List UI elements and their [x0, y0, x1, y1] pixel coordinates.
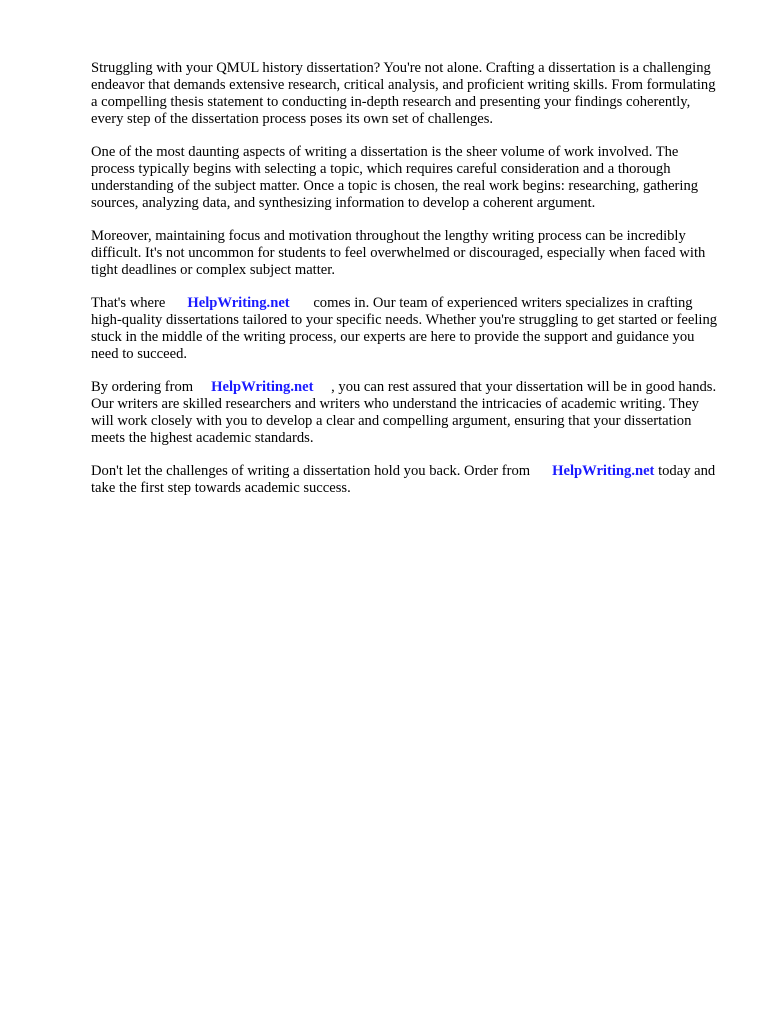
paragraph-by-ordering-rest: , you can rest assured that your dissertation will be in good hands. Our writers are skilled researchers and writers who understand the intricacies of academic writing. They will work closely with you to develop a clear and compelling argument, ensuring that your dissertation meets the highest academic standards.	[91, 379, 717, 446]
paragraph-focus-motivation: Moreover, maintaining focus and motivation throughout the lengthy writing process can be incredibly difficult. It's not uncommon for students to feel overwhelmed or discouraged, especially when faced with tight deadlines or complex subject matter.	[91, 228, 706, 278]
helpwriting-link-2[interactable]: HelpWriting.net	[211, 379, 314, 395]
paragraph-dont-let-rest: today and take the first step towards academic success.	[91, 463, 716, 496]
paragraph-intro: Struggling with your QMUL history dissertation? You're not alone. Crafting a dissertation is a challenging endeavor that demands extensive research, critical analysis, and proficient writing skills. From formulating a compelling thesis statement to conducting in-depth research and presenting your findings coherently, every step of the dissertation process poses its own set of challenges.	[91, 60, 716, 127]
paragraph-dont-let	[91, 463, 721, 497]
helpwriting-link-3[interactable]: HelpWriting.net	[552, 463, 655, 479]
paragraph-by-ordering	[91, 379, 721, 447]
paragraph-dont-let-lead: Don't let the challenges of writing a dissertation hold you back. Order from	[91, 463, 531, 479]
paragraph-volume-of-work: One of the most daunting aspects of writing a dissertation is the sheer volume of work involved. The process typically begins with selecting a topic, which requires careful consideration and a thorough understanding of the subject matter. Once a topic is chosen, the real work begins: researching, gathering sources, analyzing data, and synthesizing information to develop a coherent argument.	[91, 144, 699, 211]
paragraph-thats-where-lead: That's where	[91, 295, 166, 311]
paragraph-thats-where-rest: comes in. Our team of experienced writers specializes in crafting high-quality dissertations tailored to your specific needs. Whether you're struggling to get started or feeling stuck in the middle of the writing process, our experts are here to provide the support and guidance you need to succeed.	[91, 295, 718, 362]
paragraph-by-ordering-lead: By ordering from	[91, 379, 194, 395]
document-body	[91, 60, 721, 513]
paragraph-thats-where	[91, 295, 721, 363]
helpwriting-link-1[interactable]: HelpWriting.net	[187, 295, 290, 311]
